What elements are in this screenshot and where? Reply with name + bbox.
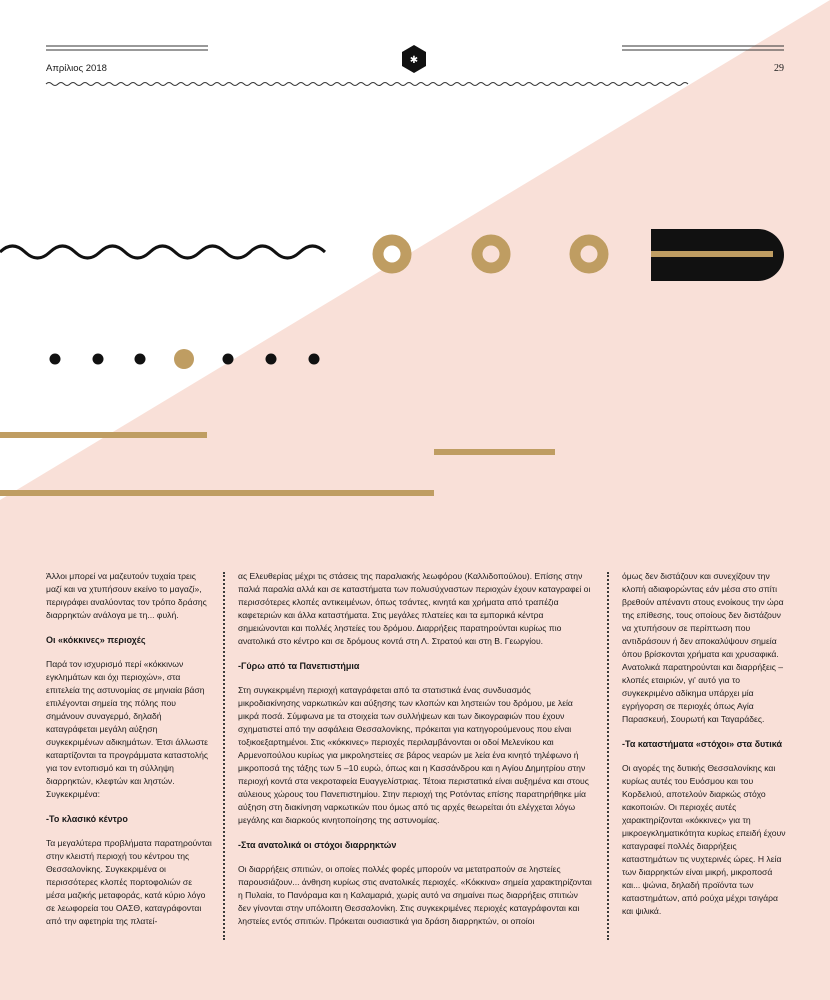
paragraph: Ανατολικά παρατηρούνται και διαρρήξεις –κλοπές εταιριών, γι' αυτό για το συγκεκριμένο αδίκημα υπάρχει μία εγρήγορση σε περιοχές όπως Αγία Παρασκευή, Σουρωτή και Ταγαράδες.	[622, 662, 784, 724]
article-column-3	[622, 570, 788, 930]
paragraph: Οι αγορές της δυτικής Θεσσαλονίκης και κυρίως αυτές του Ευόσμου και του Κορδελιού, αποτελούν διαρκώς στόχο κακοποιών. Οι περιοχές αυτές χαρακτηρίζονται «κόκκινες» για τη μικροεγκληματικότητα κυρίως επειδή έχουν καταγραφεί πολλές διαρρήξεις καταστημάτων τις νυχτερινές ώρες. Η λεία των διαρρηκτών είναι μικρή, μικροποσά και... ψώνια, δηλαδή προϊόντα των καταστημάτων, από ρούχα μέχρι τσιγάρα και ψιλικά.	[622, 763, 786, 916]
decor-gold-bar-3	[0, 490, 434, 496]
decor-gold-ring-3	[575, 240, 603, 268]
article-column-2	[238, 570, 592, 940]
column-separator-1	[223, 572, 225, 940]
logo-asterisk-icon: ✱	[409, 55, 419, 66]
paragraph: όμως δεν διστάζουν και συνεχίζουν την κλοπή αδιαφορώντας εάν μέσα στο σπίτι βρεθούν απέναντι στους ενοίκους την ώρα της επίθεσης, τους οποίους δεν διστάζουν να χτυπήσουν σε περίπτωση που αντιδράσουν ή δεν αποκαλύψουν σημεία όπου βρίσκονται χρήματα και χρυσαφικά.	[622, 571, 784, 659]
issue-date: Απρίλιος 2018	[46, 63, 107, 74]
paragraph: Στη συγκεκριμένη περιοχή καταγράφεται από τα στατιστικά ένας συνδυασμός μικροδιακίνησης ναρκωτικών και αύξησης των κλοπών και ληστειών του δρόμου, με λεία μικρά ποσά. Σύμφωνα με τα στοιχεία των συλλήψεων και των δικογραφιών που έχουν σχηματιστεί από την ασφάλεια Θεσσαλονίκης, πρόκειται για κατηγορούμενους που είναι τοξικοεξαρτημένοι. Στις «κόκκινες» περιοχές περιλαμβάνονται οι οδοί Μελενίκου και Αρμενοπούλου κυρίως για μικροληστείες σε βάρος νεαρών με λεία ένα κινητό τηλέφωνο ή μικροποσά της τάξης των 5 –10 ευρώ, όπως και η Κασσάνδρου και η Αγίου Δημητρίου στην περιοχή κοντά στα νεκροταφεία Ευαγγελίστριας. Τέτοια περιστατικά είναι αυξημένα και στους αύλειους χώρους του Πανεπιστημίου. Στην περιοχή της Ροτόντας επίσης παρατηρήθηκε μία αύξηση στη διακίνηση ναρκωτικών που όμως από τις αρχές θεωρείται ότι ελέγχεται λόγω μεγάλης και διαρκούς κινητοποίησης της αστυνομίας.	[238, 685, 589, 825]
subheading: -Γύρω από τα Πανεπιστήμια	[238, 661, 360, 671]
subheading: -Στα ανατολικά οι στόχοι διαρρηκτών	[238, 840, 397, 850]
column-separator-2	[607, 572, 609, 940]
paragraph: Άλλοι μπορεί να μαζευτούν τυχαία τρεις μαζί και να χτυπήσουν εκείνο το μαγαζί», περιγράφει αναλύοντας τον τρόπο δράσης διαρρηκτών ανάλογα με τη... φυλή.	[46, 571, 207, 620]
decor-gold-bar-2	[434, 449, 555, 455]
paragraph: Τα μεγαλύτερα προβλήματα παρατηρούνται στην κλειστή περιοχή του κέντρου της Θεσσαλονίκης. Συγκεκριμένα οι περισσότερες κλοπές πορτοφολιών σε μέσα μαζικής μεταφοράς, κατά κύριο λόγο σε λεωφορεία του ΟΑΣΘ, καταγράφονται από την αφετηρία της πλατεί-	[46, 838, 212, 926]
subheading: Οι «κόκκινες» περιοχές	[46, 635, 146, 645]
paragraph: Παρά τον ισχυρισμό περί «κόκκινων εγκλημάτων και όχι περιοχών», στα επιτελεία της αστυνομίας σε μηνιαία βάση επιλέγονται σημεία της πόλης που σημάνουν συναγερμό, δηλαδή καταγράφεται μεγάλη αύξηση συγκεκριμένων αδικημάτων. Έτσι άλλωστε καταρτίζονται τα προγράμματα καταστολής για τον εντοπισμό και τη σύλληψη διαρρηκτών, κλεφτών και ληστών. Συγκεκριμένα:	[46, 659, 208, 799]
paragraph: ας Ελευθερίας μέχρι τις στάσεις της παραλιακής λεωφόρου (Καλλιδοπούλου). Επίσης στην παλιά παραλία αλλά και σε καταστήματα των πολυσύχναστων περιοχών έχουν καταγραφεί οι περισσότερες κλοπές αντικειμένων, όπως τσάντες, κινητά και χρήματα από τραπέζια καφετεριών και άλλα καταστήματα. Στις μεγάλες πλατείες και τα εμπορικά κέντρα σημειώνονται και πολλές ληστείες του δρόμου. Διαρρήξεις παρατηρούνται κυρίως πιο ανατολικά στο κέντρο και σε δρόμους κοντά στη Λ. Στρατού και στη Β. Γεωργίου.	[238, 571, 591, 646]
decor-gold-bar-1	[0, 432, 207, 438]
article-column-1	[46, 570, 212, 940]
subheading: -Το κλασικό κέντρο	[46, 814, 128, 824]
decor-gold-bar-in-capsule	[651, 251, 773, 257]
paragraph: Οι διαρρήξεις σπιτιών, οι οποίες πολλές φορές μπορούν να μετατραπούν σε ληστείες παρουσιάζουν... άνθηση κυρίως στις ανατολικές περιοχές. «Κόκκινα» σημεία χαρακτηρίζονται η Πυλαία, το Πανόραμα και η Καλαμαριά, χωρίς αυτό να σημαίνει πως διαρρήξεις σπιτιών δεν γίνονται στην υπόλοιπη Θεσσαλονίκη. Στις συγκεκριμένες περιοχές καταγράφονται και ληστείες εντός σπιτιών. Πρόκειται ουσιαστικά για δράση διαρρηκτών, οι οποίοι	[238, 864, 592, 926]
subheading: -Τα καταστήματα «στόχοι» στα δυτικά	[622, 739, 783, 749]
decor-gold-ring-2	[477, 240, 505, 268]
page-number: 29	[774, 63, 784, 74]
